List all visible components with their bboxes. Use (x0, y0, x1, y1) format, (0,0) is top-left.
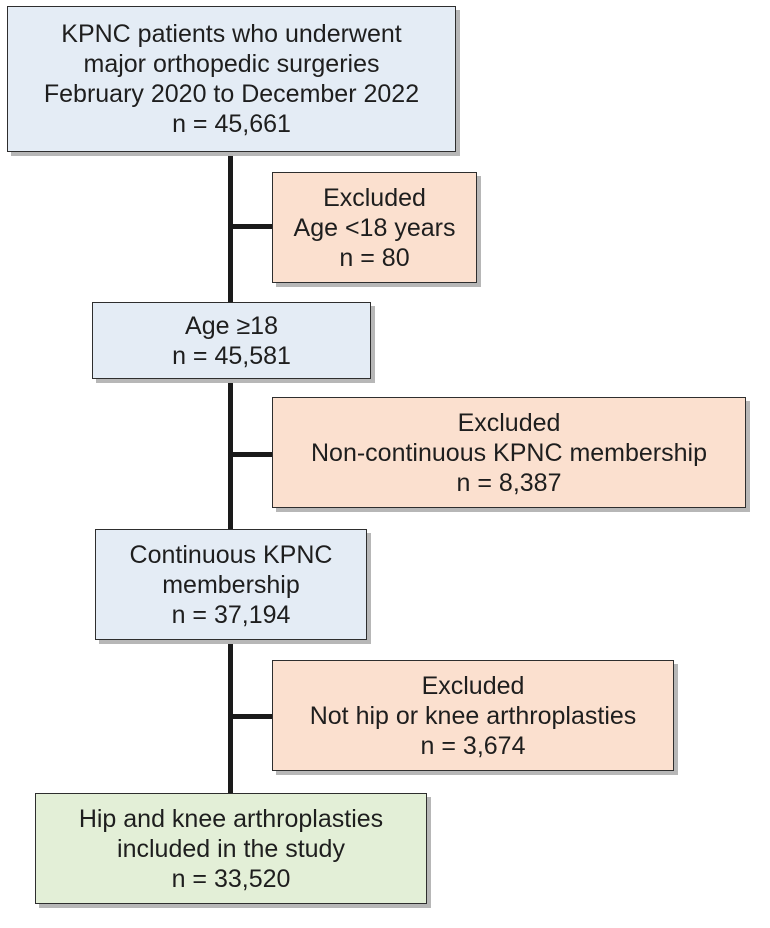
exclusion-3-connector (230, 714, 274, 719)
age-filter-box (92, 302, 371, 379)
final-count: n = 33,520 (171, 864, 291, 893)
exclusion-2-heading: Excluded (457, 408, 561, 437)
exclusion-1-connector (230, 224, 274, 229)
membership-box (95, 529, 367, 640)
start-box (7, 6, 456, 152)
membership-line-1: Continuous KPNC (129, 540, 333, 569)
final-line-2: included in the study (117, 834, 345, 863)
exclusion-3-heading: Excluded (421, 671, 525, 700)
exclusion-3-count: n = 3,674 (420, 731, 526, 760)
final-cohort-box (35, 793, 427, 904)
start-line-3: February 2020 to December 2022 (43, 80, 420, 108)
start-line-1: KPNC patients who underwent (61, 20, 402, 48)
exclusion-2-box (272, 397, 746, 508)
exclusion-3-box (272, 660, 674, 771)
exclusion-2-connector (230, 452, 274, 457)
main-flow-connector (228, 150, 233, 795)
exclusion-1-box (272, 172, 477, 283)
age-filter-label: Age ≥18 (185, 311, 278, 340)
exclusion-1-heading: Excluded (323, 183, 426, 212)
start-line-2: major orthopedic surgeries (83, 50, 380, 78)
exclusion-3-reason: Not hip or knee arthroplasties (309, 701, 637, 730)
final-line-1: Hip and knee arthroplasties (78, 804, 384, 833)
exclusion-1-count: n = 80 (339, 243, 410, 272)
exclusion-2-count: n = 8,387 (456, 468, 562, 497)
start-count: n = 45,661 (172, 110, 291, 138)
membership-line-2: membership (162, 570, 300, 599)
exclusion-2-reason: Non-continuous KPNC membership (310, 438, 707, 467)
age-filter-count: n = 45,581 (172, 341, 291, 370)
membership-count: n = 37,194 (171, 600, 291, 629)
exclusion-1-reason: Age <18 years (293, 213, 456, 242)
